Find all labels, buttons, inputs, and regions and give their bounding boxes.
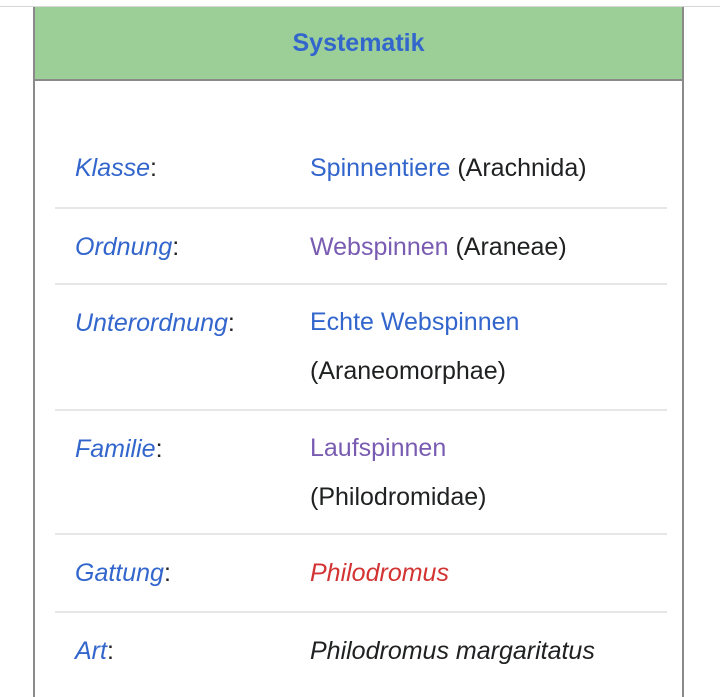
taxon-value (310, 411, 667, 533)
taxonomy-row-gattung (55, 535, 667, 613)
taxon-link[interactable]: Spinnentiere (310, 154, 451, 182)
taxon-value (310, 285, 667, 409)
rank-label[interactable]: Familie: (75, 435, 163, 463)
taxobox-header (35, 7, 682, 81)
taxon-link[interactable]: Laufspinnen (310, 434, 447, 462)
taxon-value (310, 131, 667, 207)
taxon-scientific-name: (Arachnida) (450, 154, 587, 182)
taxonomy-table (55, 131, 667, 691)
taxonomy-row-art (55, 613, 667, 691)
taxon-value (310, 613, 667, 691)
species-name: Philodromus margaritatus (310, 637, 595, 665)
taxobox-title: Systematik (292, 28, 425, 57)
rank-label[interactable]: Gattung: (75, 559, 171, 587)
taxon-link[interactable]: Philodromus (310, 559, 449, 587)
taxonomy-row-familie (55, 411, 667, 535)
taxon-scientific-name: (Araneomorphae) (310, 357, 506, 385)
taxon-link[interactable]: Webspinnen (310, 233, 449, 261)
rank-label[interactable]: Klasse: (75, 154, 157, 182)
taxonomy-row-ordnung (55, 209, 667, 285)
rank-label[interactable]: Art: (75, 637, 114, 665)
taxonomy-row-klasse (55, 131, 667, 209)
taxonomy-row-unterordnung (55, 285, 667, 411)
rank-label[interactable]: Ordnung: (75, 233, 180, 261)
taxon-value (310, 535, 667, 611)
taxon-scientific-name: (Araneae) (448, 233, 567, 261)
taxobox (33, 7, 684, 697)
taxon-link[interactable]: Echte Webspinnen (310, 308, 520, 336)
rank-label[interactable]: Unterordnung: (75, 309, 235, 337)
taxon-scientific-name: (Philodromidae) (310, 483, 487, 511)
taxon-value (310, 209, 667, 283)
